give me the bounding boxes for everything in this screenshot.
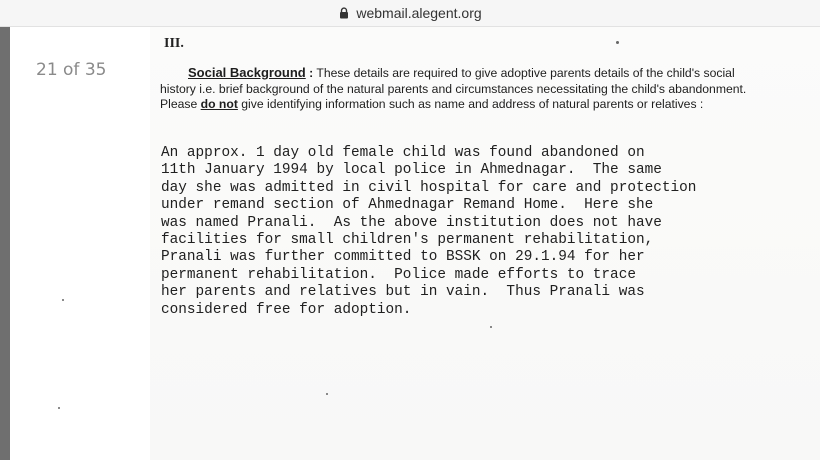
typed-line: her parents and relatives but in vain. Thus Pranali was: [161, 284, 645, 301]
viewer-gutter: [0, 27, 10, 460]
instruction-text-2: give identifying information such as name and address of natural parents or relatives :: [241, 97, 704, 111]
typed-line: An approx. 1 day old female child was found abandoned on: [161, 145, 645, 161]
section-heading: Social Background: [188, 65, 306, 80]
typed-line: under remand section of Ahmednagar Remand Home. Here she: [161, 197, 654, 214]
lock-icon: [338, 7, 350, 19]
typed-line: Pranali was further committed to BSSK on 29.1.94 for her: [161, 249, 645, 266]
document-viewer[interactable]: [0, 27, 820, 460]
scan-speck: [62, 299, 64, 301]
instruction-paragraph: [160, 65, 770, 113]
emphasis-text: do not: [200, 97, 238, 111]
page-counter: 21 of 35: [36, 60, 107, 80]
typed-line: was named Pranali. As the above institution does not have: [161, 214, 662, 231]
typed-line: day she was admitted in civil hospital for care and protection: [161, 179, 697, 196]
scan-speck: [616, 41, 619, 44]
document-page: [150, 27, 820, 460]
instruction-text-1: These details are required to give adoptive parents details of the child's social history i.e. brief background of the natural parents and circumstances necessitating the child's abandonment. Please: [160, 66, 747, 111]
scan-speck: [58, 407, 60, 409]
typed-line: facilities for small children's permanent rehabilitation,: [161, 232, 654, 249]
section-number: III.: [164, 36, 184, 51]
heading-colon: :: [309, 66, 314, 80]
scan-speck: [326, 393, 328, 395]
typed-narrative: [161, 145, 811, 319]
typed-line: permanent rehabilitation. Police made efforts to trace: [161, 266, 636, 283]
address-bar[interactable]: [0, 0, 820, 27]
scan-speck: [490, 326, 492, 328]
typed-line: 11th January 1994 by local police in Ahmednagar. The same: [161, 162, 662, 179]
typed-line: considered free for adoption.: [161, 301, 412, 318]
url-text[interactable]: webmail.alegent.org: [356, 5, 482, 21]
